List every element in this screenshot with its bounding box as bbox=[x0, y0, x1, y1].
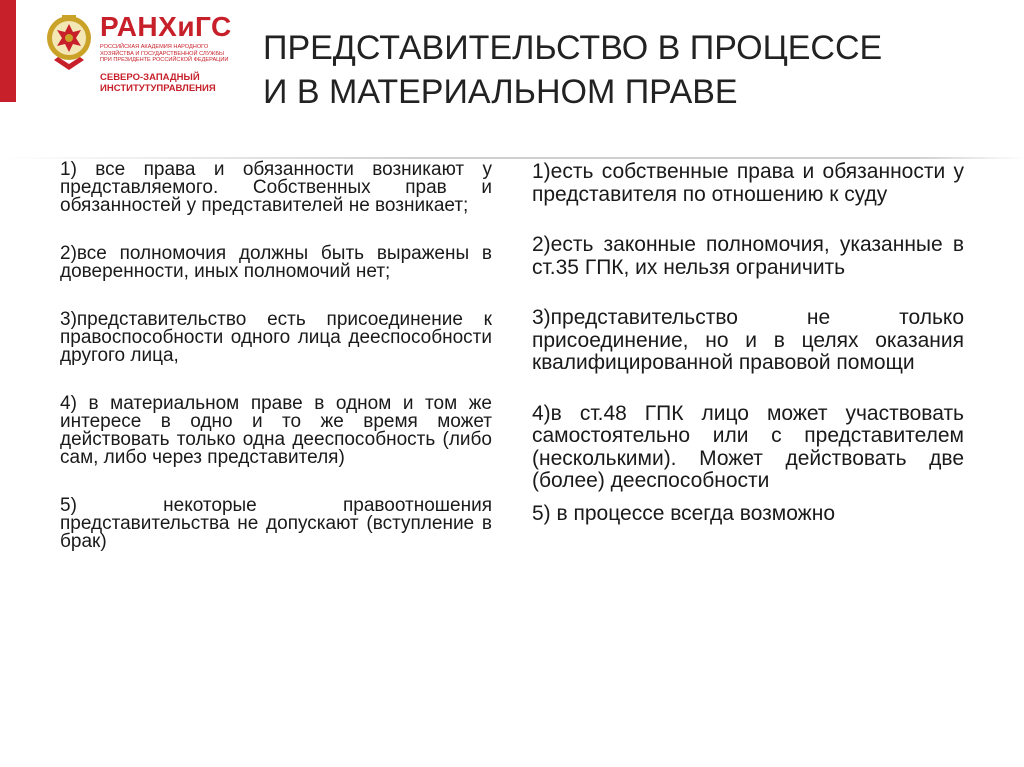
left-item-1: 1) все права и обязанности возникают у представляемого. Собственных прав и обязанностей у представителей не возникает; bbox=[60, 159, 492, 216]
academy-full-name: РОССИЙСКАЯ АКАДЕМИЯ НАРОДНОГО ХОЗЯЙСТВА И ГОСУДАРСТВЕННОЙ СЛУЖБЫ ПРИ ПРЕЗИДЕНТЕ РОССИЙСКОЙ ФЕДЕРАЦИИ bbox=[100, 44, 229, 64]
right-item-5: 5) в процессе всегда возможно bbox=[532, 501, 835, 525]
left-item-5: 5) некоторые правоотношения представительства не допускают (вступление в брак) bbox=[60, 495, 492, 552]
right-item-4: 4)в ст.48 ГПК лицо может участвовать самостоятельно или с представителем (несколькими). Может действовать две (более) дееспособности bbox=[532, 401, 964, 492]
right-item-2: 2)есть законные полномочия, указанные в ст.35 ГПК, их нельзя ограничить bbox=[532, 233, 964, 279]
title-line-1: ПРЕДСТАВИТЕЛЬСТВО В ПРОЦЕССЕ bbox=[263, 29, 883, 67]
left-item-3: 3)представительство есть присоединение к правоспособности одного лица дееспособности другого лица, bbox=[60, 309, 492, 366]
right-column-procedural-law bbox=[532, 161, 964, 553]
slide-title bbox=[263, 26, 983, 114]
left-column-material-law bbox=[60, 161, 492, 581]
right-item-3: 3)представительство не только присоединение, но и в целях оказания квалифицированной правовой помощи bbox=[532, 306, 964, 374]
institution-logo bbox=[44, 10, 234, 98]
left-item-4: 4) в материальном праве в одном и том же интересе в одно и то же время может действовать только одна дееспособность (либо сам, либо через представителя) bbox=[60, 393, 492, 468]
branch-name: СЕВЕРО-ЗАПАДНЫЙ ИНСТИТУТУПРАВЛЕНИЯ bbox=[100, 72, 216, 94]
brand-name: РАНХиГС bbox=[100, 11, 232, 42]
right-item-1: 1)есть собственные права и обязанности у представителя по отношению к суду bbox=[532, 160, 964, 206]
title-line-2: И В МАТЕРИАЛЬНОМ ПРАВЕ bbox=[263, 73, 738, 111]
accent-bar bbox=[0, 0, 16, 102]
left-item-2: 2)все полномочия должны быть выражены в доверенности, иных полномочий нет; bbox=[60, 243, 492, 282]
eagle-crest-icon bbox=[44, 10, 94, 74]
